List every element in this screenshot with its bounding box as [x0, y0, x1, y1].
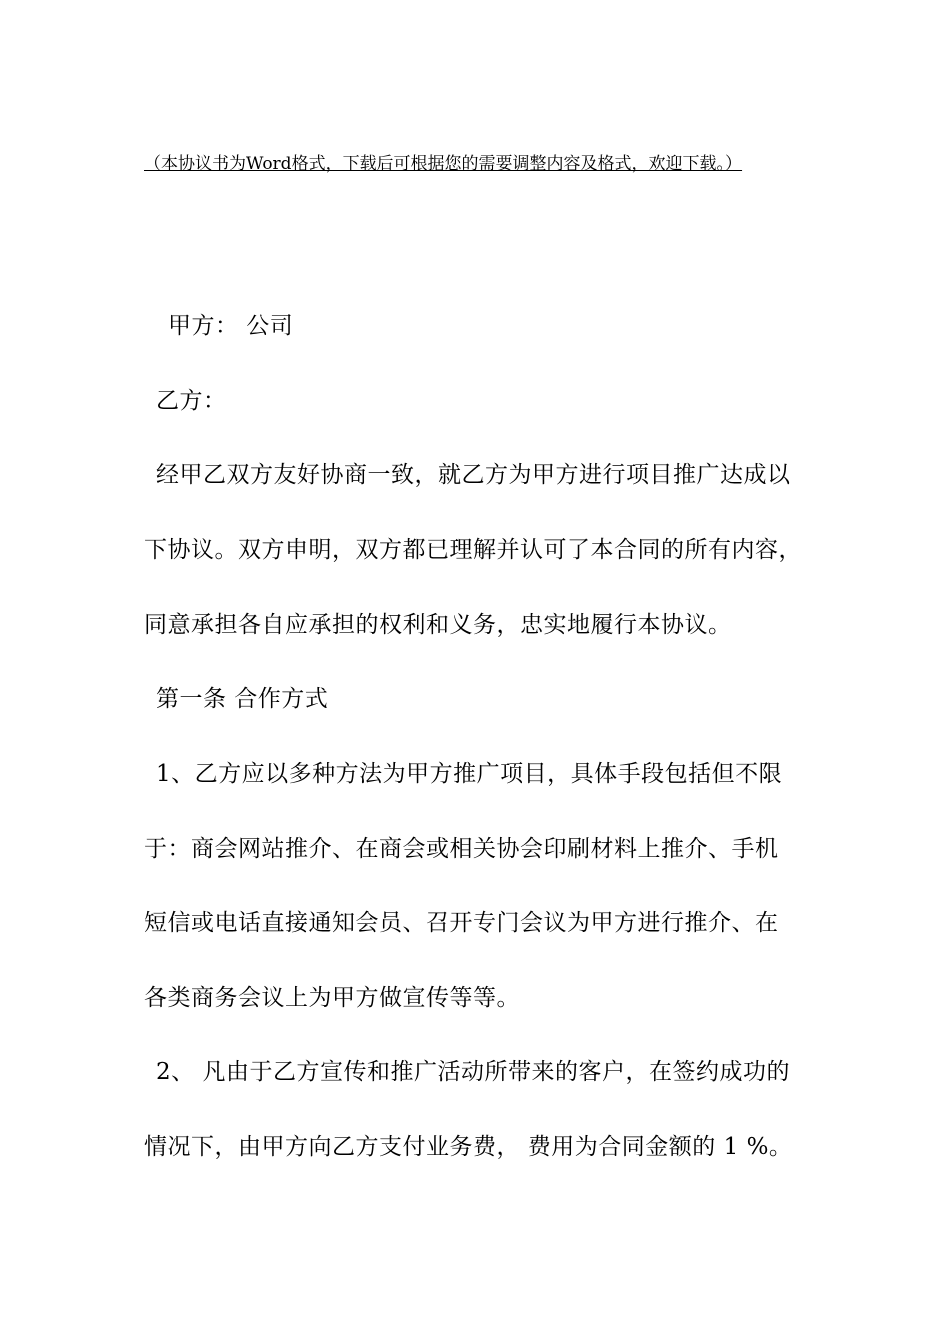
clause-1-line-1: 1、乙方应以多种方法为甲方推广项目，具体手段包括但不限 — [156, 761, 783, 787]
body-line-3: 同意承担各自应承担的权利和义务，忠实地履行本协议。 — [144, 612, 732, 638]
clause-2-line-1: 2、 凡由于乙方宣传和推广活动所带来的客户，在签约成功的 — [156, 1059, 790, 1085]
body-line-1: 经甲乙双方友好协商一致，就乙方为甲方进行项目推广达成以 — [156, 462, 791, 488]
body-line-2: 下协议。双方申明，双方都已理解并认可了本合同的所有内容， — [144, 537, 802, 563]
section-heading: 第一条 合作方式 — [156, 686, 329, 712]
clause-1-line-2: 于：商会网站推介、在商会或相关协会印刷材料上推介、手机 — [144, 836, 779, 862]
clause-1-line-4: 各类商务会议上为甲方做宣传等等。 — [144, 985, 520, 1011]
format-note: （本协议书为Word格式，下载后可根据您的需要调整内容及格式，欢迎下载。） — [144, 154, 743, 174]
party-b-line: 乙方： — [156, 388, 227, 414]
party-a-line: 甲方： 公司 — [168, 313, 294, 339]
clause-2-line-2: 情况下，由甲方向乙方支付业务费， 费用为合同金额的 1 %。 — [144, 1134, 793, 1160]
clause-1-line-3: 短信或电话直接通知会员、召开专门会议为甲方进行推介、在 — [144, 910, 779, 936]
